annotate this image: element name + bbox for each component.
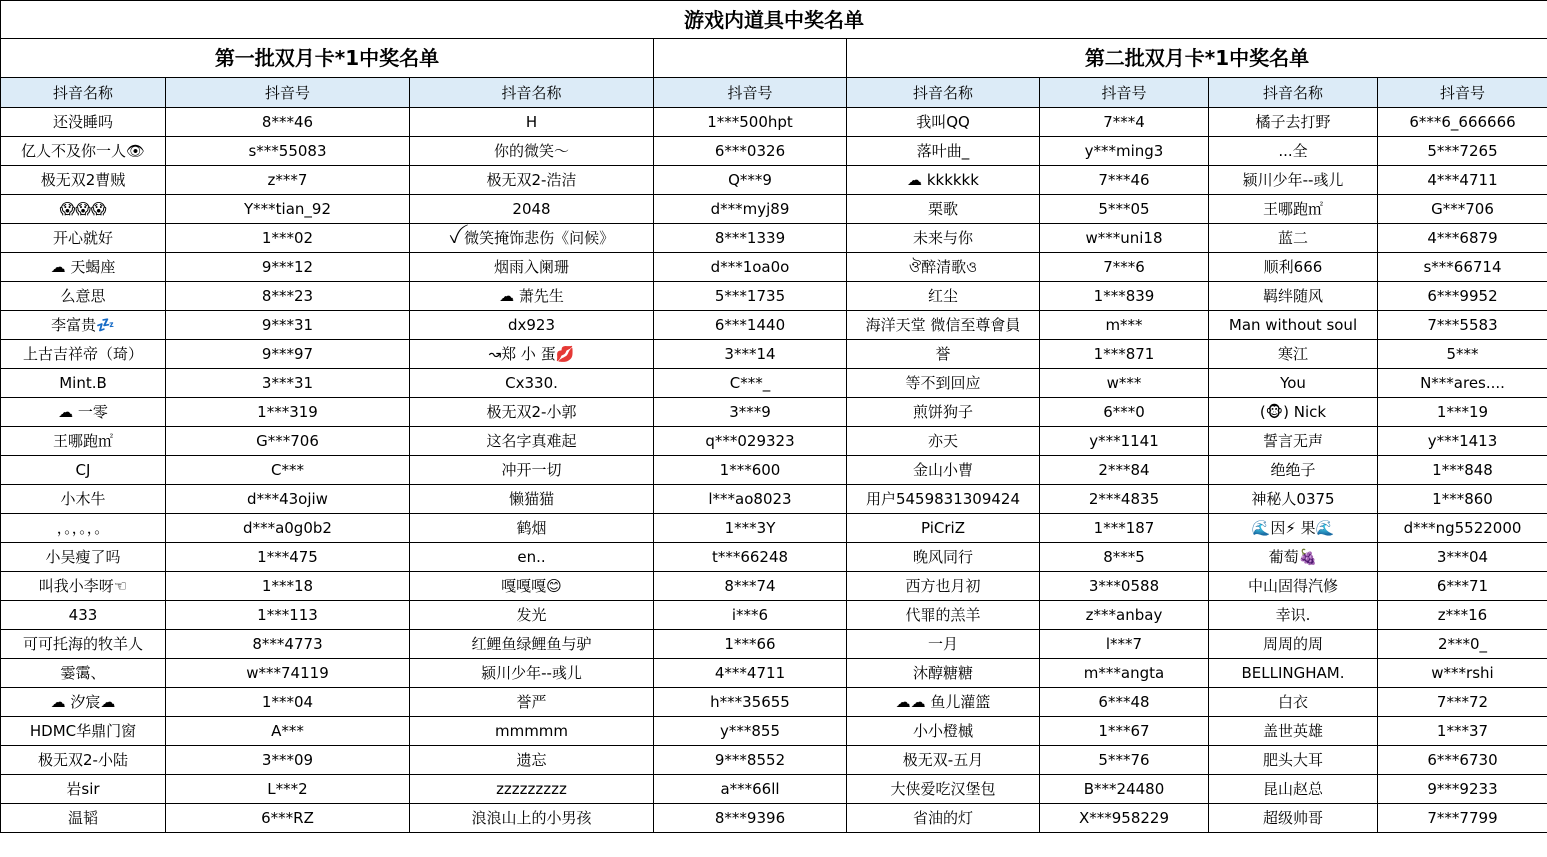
account-cell[interactable]: 9***31 bbox=[166, 311, 410, 340]
nickname-cell[interactable]: 用户5459831309424 bbox=[847, 485, 1040, 514]
nickname-cell[interactable]: ☁☁ 鱼儿灌篮 bbox=[847, 688, 1040, 717]
account-cell[interactable]: A*** bbox=[166, 717, 410, 746]
nickname-cell[interactable]: 等不到回应 bbox=[847, 369, 1040, 398]
nickname-cell[interactable]: 栗歌 bbox=[847, 195, 1040, 224]
nickname-cell[interactable]: 极无双2-小陆 bbox=[1, 746, 166, 775]
account-cell[interactable]: l***7 bbox=[1040, 630, 1209, 659]
nickname-cell[interactable]: en.. bbox=[410, 543, 654, 572]
table-row bbox=[1, 775, 1547, 804]
account-cell[interactable]: 3***14 bbox=[654, 340, 847, 369]
nickname-cell[interactable]: 😱😱😱 bbox=[1, 195, 166, 224]
account-cell[interactable]: 1***860 bbox=[1378, 485, 1547, 514]
account-cell[interactable]: 5***7265 bbox=[1378, 137, 1547, 166]
account-cell[interactable]: 6***71 bbox=[1378, 572, 1547, 601]
nickname-cell[interactable]: 极无双2-小郭 bbox=[410, 398, 654, 427]
nickname-cell[interactable]: 小木牛 bbox=[1, 485, 166, 514]
nickname-cell[interactable]: 发光 bbox=[410, 601, 654, 630]
account-cell[interactable]: 1***839 bbox=[1040, 282, 1209, 311]
nickname-cell[interactable]: 葡萄🍇 bbox=[1209, 543, 1378, 572]
account-cell[interactable]: 6***0 bbox=[1040, 398, 1209, 427]
table-row bbox=[1, 311, 1547, 340]
nickname-cell[interactable]: 还没睡吗 bbox=[1, 108, 166, 137]
nickname-cell[interactable]: 代罪的羔羊 bbox=[847, 601, 1040, 630]
account-cell[interactable]: a***66ll bbox=[654, 775, 847, 804]
table-row bbox=[1, 108, 1547, 137]
table-row bbox=[1, 572, 1547, 601]
nickname-cell[interactable]: dx923 bbox=[410, 311, 654, 340]
account-cell[interactable]: 7***72 bbox=[1378, 688, 1547, 717]
account-cell[interactable]: 1***848 bbox=[1378, 456, 1547, 485]
nickname-cell[interactable]: 橘子去打野 bbox=[1209, 108, 1378, 137]
account-cell[interactable]: d***ng5522000 bbox=[1378, 514, 1547, 543]
nickname-cell[interactable]: 烟雨入阑珊 bbox=[410, 253, 654, 282]
account-cell[interactable]: 6***9952 bbox=[1378, 282, 1547, 311]
header-cell[interactable]: 抖音号 bbox=[166, 78, 410, 108]
account-cell[interactable]: 1***600 bbox=[654, 456, 847, 485]
nickname-cell[interactable]: (🐵) Nick bbox=[1209, 398, 1378, 427]
account-cell[interactable]: 1***18 bbox=[166, 572, 410, 601]
nickname-cell[interactable]: 浪浪山上的小男孩 bbox=[410, 804, 654, 833]
account-cell[interactable]: 1***66 bbox=[654, 630, 847, 659]
nickname-cell[interactable]: 叫我小李呀☜ bbox=[1, 572, 166, 601]
table-row bbox=[1, 485, 1547, 514]
account-cell[interactable]: 6***1440 bbox=[654, 311, 847, 340]
nickname-cell[interactable]: Mint.B bbox=[1, 369, 166, 398]
account-cell[interactable]: 4***4711 bbox=[654, 659, 847, 688]
nickname-cell[interactable]: 超级帅哥 bbox=[1209, 804, 1378, 833]
nickname-cell[interactable]: 昆山赵总 bbox=[1209, 775, 1378, 804]
account-cell[interactable]: 2***4835 bbox=[1040, 485, 1209, 514]
nickname-cell[interactable]: ☁ 汐宸☁ bbox=[1, 688, 166, 717]
account-cell[interactable]: 1***871 bbox=[1040, 340, 1209, 369]
table-row bbox=[1, 340, 1547, 369]
nickname-cell[interactable]: 么意思 bbox=[1, 282, 166, 311]
account-cell[interactable]: d***a0g0b2 bbox=[166, 514, 410, 543]
account-cell[interactable]: B***24480 bbox=[1040, 775, 1209, 804]
account-cell[interactable]: 5*** bbox=[1378, 340, 1547, 369]
nickname-cell[interactable]: 大侠爱吃汉堡包 bbox=[847, 775, 1040, 804]
table-row bbox=[1, 659, 1547, 688]
account-cell[interactable]: 2***84 bbox=[1040, 456, 1209, 485]
table-row bbox=[1, 630, 1547, 659]
nickname-cell[interactable]: 极无双2曹贼 bbox=[1, 166, 166, 195]
account-cell[interactable]: 1***187 bbox=[1040, 514, 1209, 543]
nickname-cell[interactable]: 蓝二 bbox=[1209, 224, 1378, 253]
nickname-cell[interactable]: 晚风同行 bbox=[847, 543, 1040, 572]
nickname-cell[interactable]: 顺利666 bbox=[1209, 253, 1378, 282]
nickname-cell[interactable]: 李富贵💤 bbox=[1, 311, 166, 340]
account-cell[interactable]: y***855 bbox=[654, 717, 847, 746]
table-row bbox=[1, 224, 1547, 253]
nickname-cell[interactable]: 誉 bbox=[847, 340, 1040, 369]
table-row bbox=[1, 456, 1547, 485]
nickname-cell[interactable]: 亿人不及你一人👁 bbox=[1, 137, 166, 166]
account-cell[interactable]: h***35655 bbox=[654, 688, 847, 717]
account-cell[interactable]: m***angta bbox=[1040, 659, 1209, 688]
nickname-cell[interactable]: 嘎嘎嘎😊 bbox=[410, 572, 654, 601]
account-cell[interactable]: s***55083 bbox=[166, 137, 410, 166]
nickname-cell[interactable]: 红尘 bbox=[847, 282, 1040, 311]
account-cell[interactable]: d***43ojiw bbox=[166, 485, 410, 514]
account-cell[interactable]: 9***97 bbox=[166, 340, 410, 369]
table-row bbox=[1, 253, 1547, 282]
nickname-cell[interactable]: HDMC华鼎门窗 bbox=[1, 717, 166, 746]
nickname-cell[interactable]: 海洋天堂 微信至尊會員 bbox=[847, 311, 1040, 340]
nickname-cell[interactable]: ↝郑 小 蛋💋 bbox=[410, 340, 654, 369]
nickname-cell[interactable]: 颍川少年--彧儿 bbox=[410, 659, 654, 688]
account-cell[interactable]: 3***09 bbox=[166, 746, 410, 775]
sheet-title[interactable]: 游戏内道具中奖名单 bbox=[1, 1, 1547, 39]
account-cell[interactable]: 1***67 bbox=[1040, 717, 1209, 746]
nickname-cell[interactable]: ꪜ 微笑掩饰悲伤《问候》 bbox=[410, 224, 654, 253]
account-cell[interactable]: d***1oa0o bbox=[654, 253, 847, 282]
nickname-cell[interactable]: 懒猫猫 bbox=[410, 485, 654, 514]
nickname-cell[interactable]: 霎霭、 bbox=[1, 659, 166, 688]
table-row bbox=[1, 166, 1547, 195]
nickname-cell[interactable]: Man without soul bbox=[1209, 311, 1378, 340]
account-cell[interactable]: 9***12 bbox=[166, 253, 410, 282]
account-cell[interactable]: 2***0_ bbox=[1378, 630, 1547, 659]
account-cell[interactable]: t***66248 bbox=[654, 543, 847, 572]
account-cell[interactable]: 6***48 bbox=[1040, 688, 1209, 717]
account-cell[interactable]: 3***04 bbox=[1378, 543, 1547, 572]
account-cell[interactable]: 1***319 bbox=[166, 398, 410, 427]
nickname-cell[interactable]: zzzzzzzzz bbox=[410, 775, 654, 804]
nickname-cell[interactable]: 盖世英雄 bbox=[1209, 717, 1378, 746]
account-cell[interactable]: 5***1735 bbox=[654, 282, 847, 311]
account-cell[interactable]: 1***19 bbox=[1378, 398, 1547, 427]
account-cell[interactable]: 1***113 bbox=[166, 601, 410, 630]
account-cell[interactable]: d***myj89 bbox=[654, 195, 847, 224]
account-cell[interactable]: 8***23 bbox=[166, 282, 410, 311]
account-cell[interactable]: C*** bbox=[166, 456, 410, 485]
table-row bbox=[1, 601, 1547, 630]
table-row bbox=[1, 282, 1547, 311]
account-cell[interactable]: w***rshi bbox=[1378, 659, 1547, 688]
empty-cell[interactable] bbox=[654, 39, 847, 78]
nickname-cell[interactable]: 可可托海的牧羊人 bbox=[1, 630, 166, 659]
account-cell[interactable]: m*** bbox=[1040, 311, 1209, 340]
column-header-row bbox=[1, 78, 1547, 108]
table-row bbox=[1, 398, 1547, 427]
account-cell[interactable]: 1***3Y bbox=[654, 514, 847, 543]
nickname-cell[interactable]: 我叫QQ bbox=[847, 108, 1040, 137]
header-cell[interactable]: 抖音名称 bbox=[410, 78, 654, 108]
account-cell[interactable]: z***7 bbox=[166, 166, 410, 195]
nickname-cell[interactable]: 极无双2-浩洁 bbox=[410, 166, 654, 195]
account-cell[interactable]: y***1413 bbox=[1378, 427, 1547, 456]
account-cell[interactable]: 6***6730 bbox=[1378, 746, 1547, 775]
account-cell[interactable]: Q***9 bbox=[654, 166, 847, 195]
table-row bbox=[1, 137, 1547, 166]
batch2-title[interactable]: 第二批双月卡*1中奖名单 bbox=[847, 39, 1547, 78]
account-cell[interactable]: C***_ bbox=[654, 369, 847, 398]
nickname-cell[interactable]: PiCriZ bbox=[847, 514, 1040, 543]
header-cell[interactable]: 抖音名称 bbox=[847, 78, 1040, 108]
account-cell[interactable]: 1***04 bbox=[166, 688, 410, 717]
nickname-cell[interactable]: 中山固得汽修 bbox=[1209, 572, 1378, 601]
nickname-cell[interactable]: 肥头大耳 bbox=[1209, 746, 1378, 775]
header-cell[interactable]: 抖音名称 bbox=[1, 78, 166, 108]
nickname-cell[interactable]: H bbox=[410, 108, 654, 137]
nickname-cell[interactable]: 周周的周 bbox=[1209, 630, 1378, 659]
account-cell[interactable]: 8***5 bbox=[1040, 543, 1209, 572]
nickname-cell[interactable]: 小吴瘦了吗 bbox=[1, 543, 166, 572]
nickname-cell[interactable]: 幸识. bbox=[1209, 601, 1378, 630]
account-cell[interactable]: 7***6 bbox=[1040, 253, 1209, 282]
nickname-cell[interactable]: 一月 bbox=[847, 630, 1040, 659]
header-cell[interactable]: 抖音名称 bbox=[1209, 78, 1378, 108]
nickname-cell[interactable]: ☁ 天蝎座 bbox=[1, 253, 166, 282]
table-row bbox=[1, 369, 1547, 398]
nickname-cell[interactable]: 2048 bbox=[410, 195, 654, 224]
nickname-cell[interactable]: 誉严 bbox=[410, 688, 654, 717]
nickname-cell[interactable]: 红鲤鱼绿鲤鱼与驴 bbox=[410, 630, 654, 659]
account-cell[interactable]: 7***4 bbox=[1040, 108, 1209, 137]
account-cell[interactable]: i***6 bbox=[654, 601, 847, 630]
nickname-cell[interactable]: 誓言无声 bbox=[1209, 427, 1378, 456]
account-cell[interactable]: 7***7799 bbox=[1378, 804, 1547, 833]
account-cell[interactable]: w*** bbox=[1040, 369, 1209, 398]
nickname-cell[interactable]: 绝绝子 bbox=[1209, 456, 1378, 485]
account-cell[interactable]: G***706 bbox=[1378, 195, 1547, 224]
nickname-cell[interactable]: 王哪跑㎡ bbox=[1, 427, 166, 456]
table-row bbox=[1, 717, 1547, 746]
table-row bbox=[1, 688, 1547, 717]
nickname-cell[interactable]: 颍川少年--彧儿 bbox=[1209, 166, 1378, 195]
account-cell[interactable]: 3***31 bbox=[166, 369, 410, 398]
account-cell[interactable]: 1***02 bbox=[166, 224, 410, 253]
nickname-cell[interactable]: 王哪跑㎡ bbox=[1209, 195, 1378, 224]
account-cell[interactable]: 6***0326 bbox=[654, 137, 847, 166]
account-cell[interactable]: X***958229 bbox=[1040, 804, 1209, 833]
account-cell[interactable]: 8***1339 bbox=[654, 224, 847, 253]
account-cell[interactable]: 9***9233 bbox=[1378, 775, 1547, 804]
account-cell[interactable]: 3***9 bbox=[654, 398, 847, 427]
account-cell[interactable]: y***ming3 bbox=[1040, 137, 1209, 166]
nickname-cell[interactable]: 西方也月初 bbox=[847, 572, 1040, 601]
account-cell[interactable]: Y***tian_92 bbox=[166, 195, 410, 224]
nickname-cell[interactable]: ☁ 萧先生 bbox=[410, 282, 654, 311]
account-cell[interactable]: 4***6879 bbox=[1378, 224, 1547, 253]
nickname-cell[interactable]: 岩sir bbox=[1, 775, 166, 804]
account-cell[interactable]: 8***9396 bbox=[654, 804, 847, 833]
account-cell[interactable]: 7***5583 bbox=[1378, 311, 1547, 340]
batch1-title[interactable]: 第一批双月卡*1中奖名单 bbox=[1, 39, 654, 78]
table-row bbox=[1, 427, 1547, 456]
nickname-cell[interactable]: Cx330. bbox=[410, 369, 654, 398]
account-cell[interactable]: 9***8552 bbox=[654, 746, 847, 775]
account-cell[interactable]: 4***4711 bbox=[1378, 166, 1547, 195]
nickname-cell[interactable]: 鹤烟 bbox=[410, 514, 654, 543]
account-cell[interactable]: l***ao8023 bbox=[654, 485, 847, 514]
account-cell[interactable]: s***66714 bbox=[1378, 253, 1547, 282]
account-cell[interactable]: 7***46 bbox=[1040, 166, 1209, 195]
account-cell[interactable]: 8***4773 bbox=[166, 630, 410, 659]
nickname-cell[interactable]: 小小橙槭 bbox=[847, 717, 1040, 746]
nickname-cell[interactable]: 开心就好 bbox=[1, 224, 166, 253]
nickname-cell[interactable]: 煎饼狗子 bbox=[847, 398, 1040, 427]
account-cell[interactable]: G***706 bbox=[166, 427, 410, 456]
account-cell[interactable]: w***uni18 bbox=[1040, 224, 1209, 253]
nickname-cell[interactable]: 极无双-五月 bbox=[847, 746, 1040, 775]
account-cell[interactable]: z***anbay bbox=[1040, 601, 1209, 630]
account-cell[interactable]: 1***500hpt bbox=[654, 108, 847, 137]
account-cell[interactable]: w***74119 bbox=[166, 659, 410, 688]
nickname-cell[interactable]: 温韬 bbox=[1, 804, 166, 833]
nickname-cell[interactable]: 冲开一切 bbox=[410, 456, 654, 485]
nickname-cell[interactable]: 省油的灯 bbox=[847, 804, 1040, 833]
nickname-cell[interactable]: ☁ 一零 bbox=[1, 398, 166, 427]
table-row bbox=[1, 514, 1547, 543]
account-cell[interactable]: 1***37 bbox=[1378, 717, 1547, 746]
nickname-cell[interactable]: 这名字真难起 bbox=[410, 427, 654, 456]
nickname-cell[interactable]: 433 bbox=[1, 601, 166, 630]
account-cell[interactable]: y***1141 bbox=[1040, 427, 1209, 456]
nickname-cell[interactable]: 亦天 bbox=[847, 427, 1040, 456]
nickname-cell[interactable]: 羁绊随风 bbox=[1209, 282, 1378, 311]
account-cell[interactable]: q***029323 bbox=[654, 427, 847, 456]
account-cell[interactable]: 3***0588 bbox=[1040, 572, 1209, 601]
header-cell[interactable]: 抖音号 bbox=[654, 78, 847, 108]
account-cell[interactable]: 6***RZ bbox=[166, 804, 410, 833]
table-row bbox=[1, 804, 1547, 833]
nickname-cell[interactable]: mmmmm bbox=[410, 717, 654, 746]
nickname-cell[interactable]: ，。，。，。 bbox=[1, 514, 166, 543]
nickname-cell[interactable]: 你的微笑～ bbox=[410, 137, 654, 166]
nickname-cell[interactable]: 神秘人0375 bbox=[1209, 485, 1378, 514]
header-cell[interactable]: 抖音号 bbox=[1378, 78, 1547, 108]
nickname-cell[interactable]: ঔ醉清歌ও bbox=[847, 253, 1040, 282]
table-row bbox=[1, 543, 1547, 572]
account-cell[interactable]: 8***74 bbox=[654, 572, 847, 601]
nickname-cell[interactable]: 寒江 bbox=[1209, 340, 1378, 369]
table-row bbox=[1, 195, 1547, 224]
account-cell[interactable]: 5***76 bbox=[1040, 746, 1209, 775]
nickname-cell[interactable]: 上古吉祥帝（琦） bbox=[1, 340, 166, 369]
account-cell[interactable]: 8***46 bbox=[166, 108, 410, 137]
nickname-cell[interactable]: 遗忘 bbox=[410, 746, 654, 775]
account-cell[interactable]: 1***475 bbox=[166, 543, 410, 572]
nickname-cell[interactable]: 落叶曲_ bbox=[847, 137, 1040, 166]
nickname-cell[interactable]: ☁ kkkkkk bbox=[847, 166, 1040, 195]
nickname-cell[interactable]: CJ bbox=[1, 456, 166, 485]
account-cell[interactable]: L***2 bbox=[166, 775, 410, 804]
account-cell[interactable]: z***16 bbox=[1378, 601, 1547, 630]
account-cell[interactable]: 5***05 bbox=[1040, 195, 1209, 224]
nickname-cell[interactable]: You bbox=[1209, 369, 1378, 398]
nickname-cell[interactable]: 未来与你 bbox=[847, 224, 1040, 253]
nickname-cell[interactable]: 金山小曹 bbox=[847, 456, 1040, 485]
nickname-cell[interactable]: 🌊因⚡ 果🌊 bbox=[1209, 514, 1378, 543]
table-row bbox=[1, 746, 1547, 775]
account-cell[interactable]: 6***6_666666 bbox=[1378, 108, 1547, 137]
nickname-cell[interactable]: BELLINGHAM. bbox=[1209, 659, 1378, 688]
header-cell[interactable]: 抖音号 bbox=[1040, 78, 1209, 108]
nickname-cell[interactable]: ...全 bbox=[1209, 137, 1378, 166]
nickname-cell[interactable]: 沐醇糖糖 bbox=[847, 659, 1040, 688]
account-cell[interactable]: N***ares.... bbox=[1378, 369, 1547, 398]
nickname-cell[interactable]: 白衣 bbox=[1209, 688, 1378, 717]
